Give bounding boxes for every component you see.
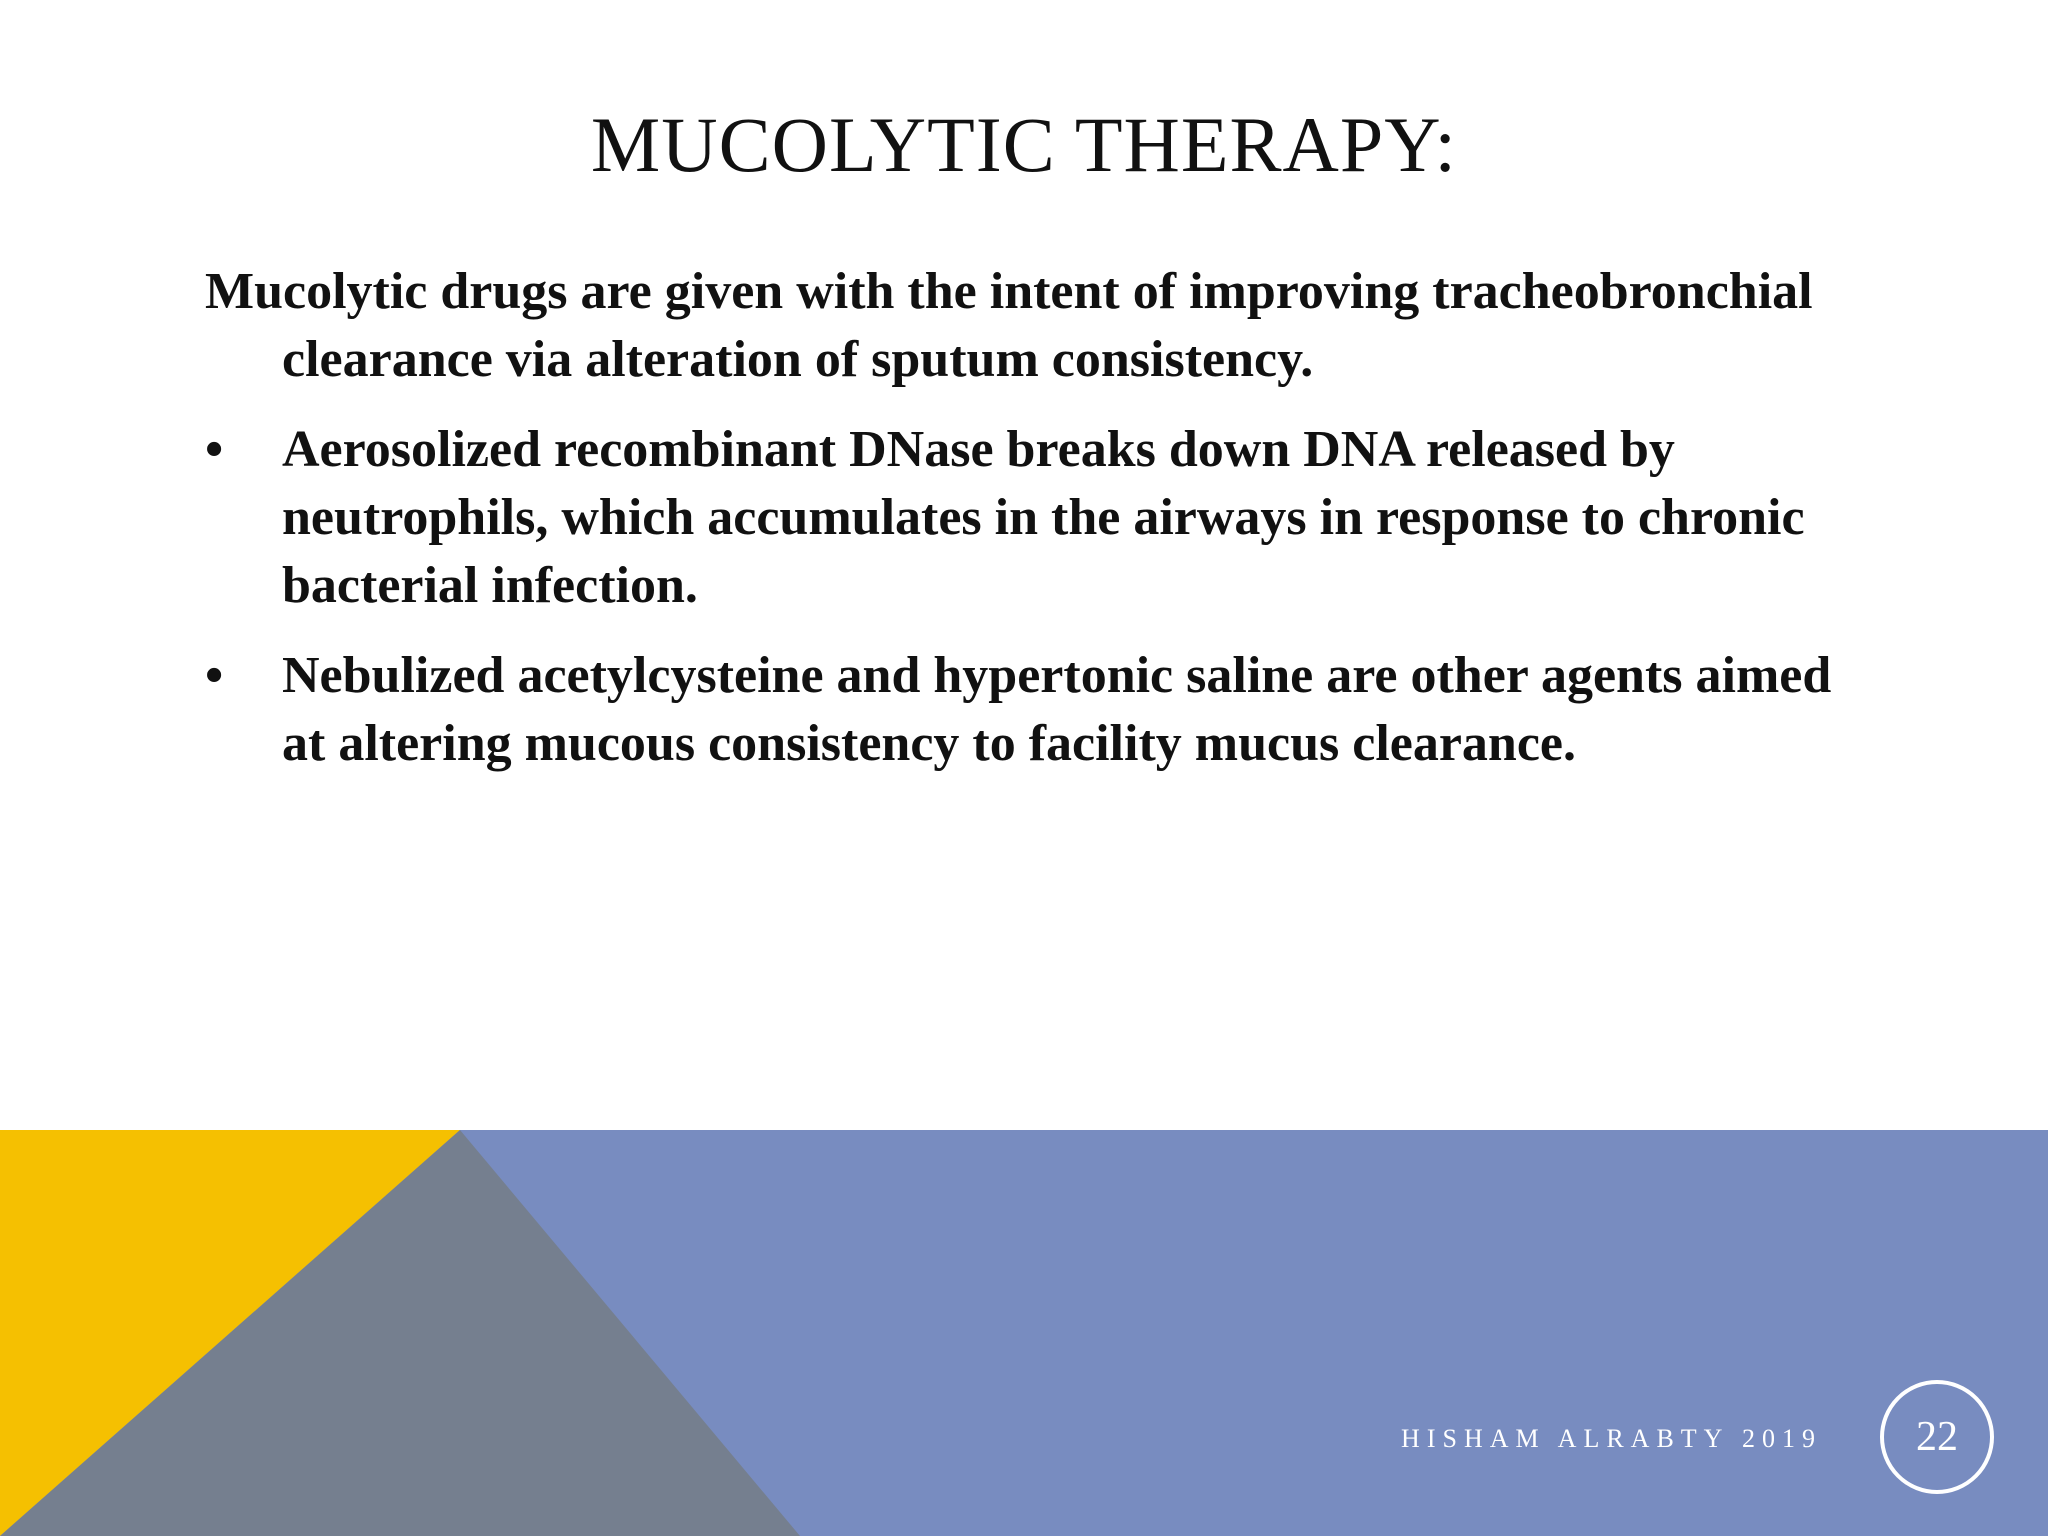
bullet-text: Aerosolized recombinant DNase breaks down DNA released by neutrophils, which accumulates in the airways in response to chronic bacterial infection. — [282, 421, 1805, 614]
bullet-marker: • — [205, 647, 224, 704]
bullet-item — [205, 416, 1845, 620]
footer-decoration — [0, 1130, 2048, 1536]
slide-body — [205, 258, 1845, 800]
footer-author: HISHAM ALRABTY 2019 — [1401, 1424, 1822, 1453]
page-number: 22 — [1916, 1414, 1958, 1460]
bullet-item — [205, 642, 1845, 778]
page-number-badge — [1880, 1380, 1994, 1494]
intro-paragraph: Mucolytic drugs are given with the intent of improving tracheobronchial clearance via alteration of sputum consistency. — [205, 263, 1813, 388]
bullet-text: Nebulized acetylcysteine and hypertonic saline are other agents aimed at altering mucous consistency to facility mucus clearance. — [282, 647, 1832, 772]
slide-title: MUCOLYTIC THERAPY: — [590, 101, 1458, 188]
bullet-marker: • — [205, 421, 224, 478]
